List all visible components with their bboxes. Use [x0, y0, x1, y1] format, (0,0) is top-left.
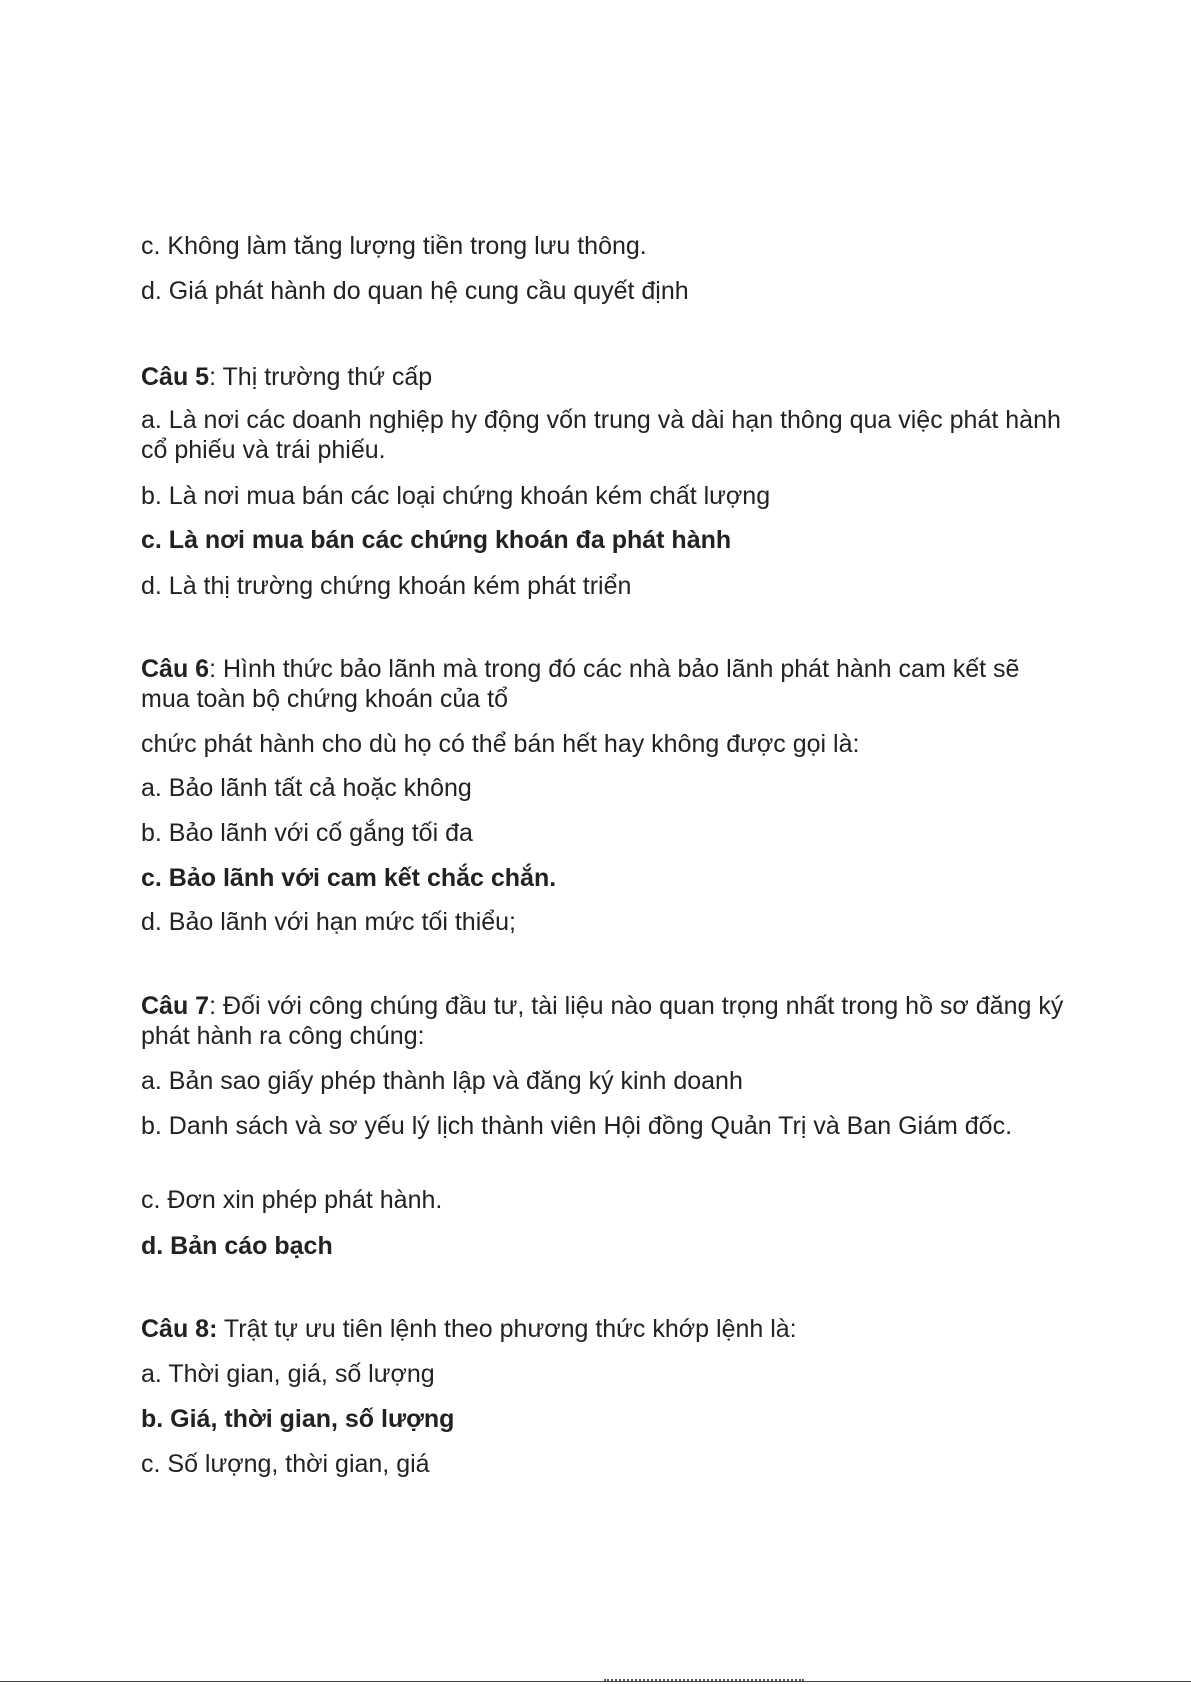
- q7-option-c: c. Đơn xin phép phát hành.: [141, 1186, 443, 1214]
- q6-question: [141, 654, 1071, 714]
- q5-text: : Thị trường thứ cấp: [209, 363, 433, 391]
- q5-label: Câu 5: [141, 363, 210, 391]
- q8-option-b-answer: b. Giá, thời gian, số lượng: [141, 1405, 455, 1433]
- q7-option-a: a. Bản sao giấy phép thành lập và đăng ký kinh doanh: [141, 1067, 743, 1095]
- q7-option-d-answer: d. Bản cáo bạch: [141, 1232, 333, 1260]
- q7-label: Câu 7: [141, 992, 210, 1020]
- q5-question: [141, 362, 1071, 392]
- q8-label: Câu 8:: [141, 1315, 218, 1343]
- q7-question: [141, 991, 1071, 1051]
- q7-text: : Đối với công chúng đầu tư, tài liệu nào quan trọng nhất trong hồ sơ đăng ký phát hành ra công chúng:: [141, 992, 1064, 1050]
- q6-option-d: d. Bảo lãnh với hạn mức tối thiểu;: [141, 908, 516, 936]
- page-bottom-divider: [0, 1681, 1191, 1682]
- q6-option-b: b. Bảo lãnh với cố gắng tối đa: [141, 819, 473, 847]
- q6-option-c-answer: c. Bảo lãnh với cam kết chắc chắn.: [141, 864, 557, 892]
- q8-option-a: a. Thời gian, giá, số lượng: [141, 1360, 435, 1388]
- q6-question-cont: chức phát hành cho dù họ có thể bán hết hay không được gọi là:: [141, 730, 860, 758]
- q4-option-d: d. Giá phát hành do quan hệ cung cầu quyết định: [141, 277, 689, 305]
- q5-option-a: a. Là nơi các doanh nghiệp hy động vốn trung và dài hạn thông qua việc phát hành cổ phiếu và trái phiếu.: [141, 406, 1061, 464]
- q5-option-d: d. Là thị trường chứng khoán kém phát triển: [141, 572, 632, 600]
- q5-option-b: b. Là nơi mua bán các loại chứng khoán kém chất lượng: [141, 482, 771, 510]
- page-bottom-dots: [604, 1679, 804, 1683]
- q6-option-a: a. Bảo lãnh tất cả hoặc không: [141, 774, 472, 802]
- q8-question: [141, 1314, 1071, 1344]
- q8-option-c: c. Số lượng, thời gian, giá: [141, 1450, 430, 1478]
- q8-text: Trật tự ưu tiên lệnh theo phương thức khớp lệnh là:: [217, 1315, 797, 1343]
- q5-option-c-answer: c. Là nơi mua bán các chứng khoán đa phát hành: [141, 526, 732, 554]
- q6-text: : Hình thức bảo lãnh mà trong đó các nhà bảo lãnh phát hành cam kết sẽ mua toàn bộ chứng khoán của tổ: [141, 655, 1020, 713]
- q4-option-c: c. Không làm tăng lượng tiền trong lưu thông.: [141, 232, 647, 260]
- q6-label: Câu 6: [141, 655, 210, 683]
- q7-option-b: b. Danh sách và sơ yếu lý lịch thành viên Hội đồng Quản Trị và Ban Giám đốc.: [141, 1112, 1013, 1140]
